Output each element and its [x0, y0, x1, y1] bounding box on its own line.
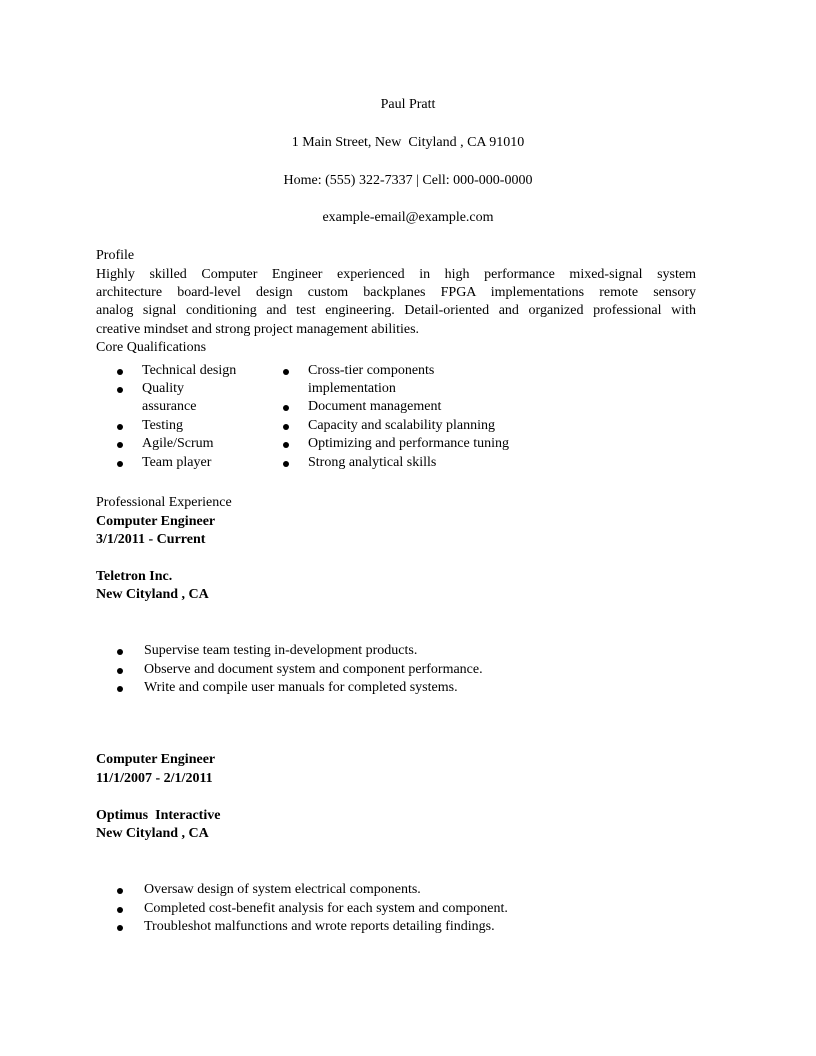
qualification-item: Strong analytical skills [308, 455, 437, 470]
qualification-item: Team player [142, 455, 212, 470]
job-company: Optimus Interactive [96, 808, 221, 823]
bullet-icon [117, 461, 123, 467]
bullet-icon [283, 369, 289, 375]
job-company: Teletron Inc. [96, 569, 173, 584]
qualification-item: Optimizing and performance tuning [308, 436, 509, 451]
job-location: New Cityland , CA [96, 826, 209, 841]
job-duty: Supervise team testing in-development products. [144, 643, 418, 658]
qualification-item: Technical design [142, 363, 237, 378]
job-duty: Observe and document system and component performance. [144, 662, 483, 677]
bullet-icon [117, 888, 123, 894]
job-duty: Troubleshot malfunctions and wrote reports detailing findings. [144, 919, 495, 934]
qualification-item: Testing [142, 418, 184, 433]
bullet-icon [283, 461, 289, 467]
profile-line: creative mindset and strong project management abilities. [96, 322, 420, 337]
bullet-icon [117, 424, 123, 430]
bullet-icon [283, 424, 289, 430]
profile-line: Highly skilled Computer Engineer experienced in high performance mixed-signal system [96, 267, 696, 282]
bullet-icon [117, 369, 123, 375]
job-title: Computer Engineer [96, 514, 216, 529]
profile-heading: Profile [96, 248, 135, 263]
qualification-item: Agile/Scrum [142, 436, 214, 451]
job-duty: Write and compile user manuals for completed systems. [144, 680, 458, 695]
job-dates: 11/1/2007 - 2/1/2011 [96, 771, 213, 786]
qualification-item: Capacity and scalability planning [308, 418, 496, 433]
bullet-icon [117, 387, 123, 393]
qualification-item-continued: assurance [142, 399, 197, 414]
bullet-icon [117, 907, 123, 913]
experience-heading: Professional Experience [96, 495, 232, 510]
qualifications-heading: Core Qualifications [96, 340, 207, 355]
bullet-icon [117, 649, 123, 655]
email: example-email@example.com [322, 210, 494, 225]
job-duty: Oversaw design of system electrical components. [144, 882, 421, 897]
job-dates: 3/1/2011 - Current [96, 532, 206, 547]
qualification-item: Document management [308, 399, 442, 414]
bullet-icon [117, 668, 123, 674]
bullet-icon [117, 442, 123, 448]
job-title: Computer Engineer [96, 752, 216, 767]
qualification-item: Quality [142, 381, 184, 396]
qualification-item-continued: implementation [308, 381, 396, 396]
address: 1 Main Street, New Cityland , CA 91010 [291, 135, 525, 150]
job-duty: Completed cost-benefit analysis for each system and component. [144, 901, 508, 916]
profile-line: architecture board-level design custom backplanes FPGA implementations remote sensory [96, 285, 696, 300]
bullet-icon [283, 405, 289, 411]
candidate-name: Paul Pratt [380, 97, 436, 112]
qualification-item: Cross-tier components [308, 363, 435, 378]
bullet-icon [283, 442, 289, 448]
profile-line: analog signal conditioning and test engineering. Detail-oriented and organized professional with [96, 303, 696, 318]
bullet-icon [117, 686, 123, 692]
bullet-icon [117, 925, 123, 931]
job-location: New Cityland , CA [96, 587, 209, 602]
phone-numbers: Home: (555) 322-7337 | Cell: 000-000-0000 [283, 173, 533, 188]
